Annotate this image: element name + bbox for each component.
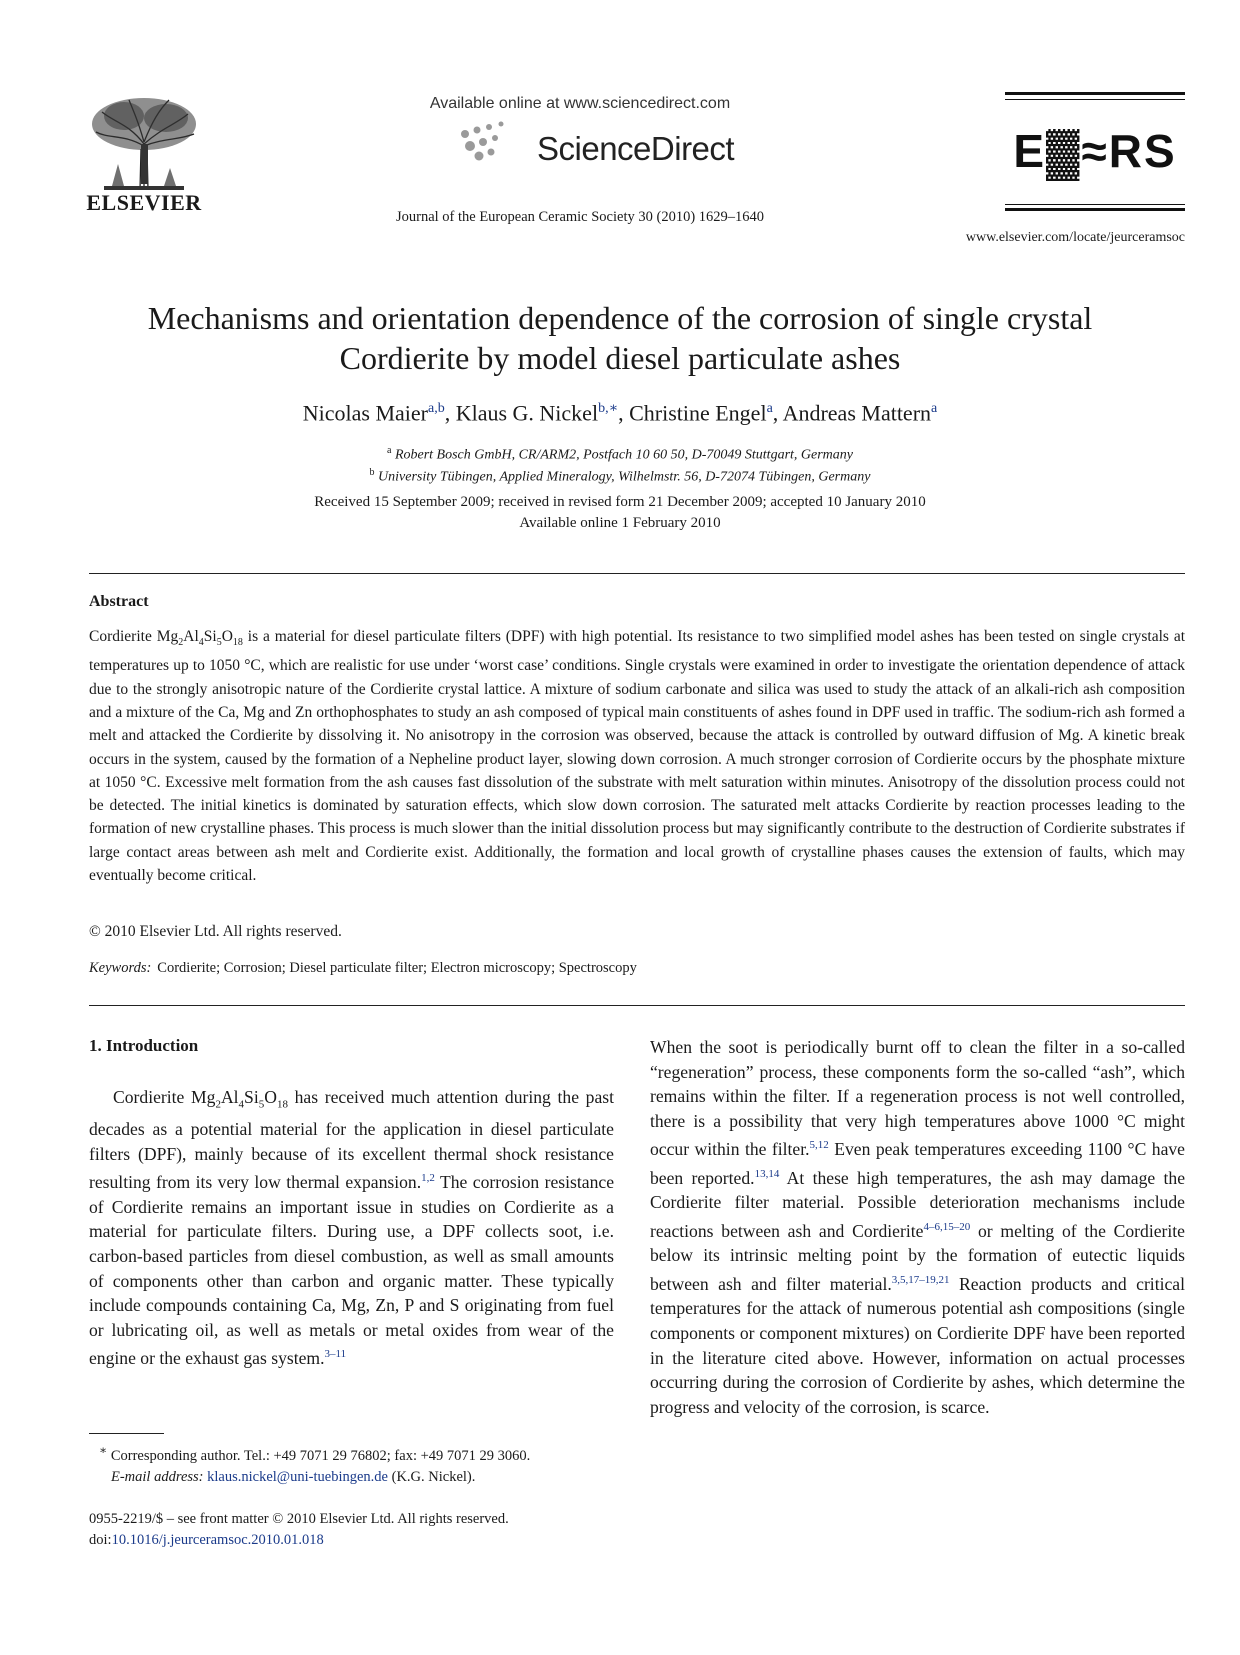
- chemical-formula: $Mg_2Al_4Si_5O_{18}$: [156, 628, 243, 649]
- abstract-text: [89, 625, 1185, 887]
- affiliation-mark: b: [369, 467, 375, 478]
- abstract-heading: Abstract: [89, 593, 149, 610]
- abstract-lead: Cordierite: [89, 628, 157, 645]
- author-separator: ,: [772, 400, 783, 426]
- abstract-copyright: © 2010 Elsevier Ltd. All rights reserved.: [89, 923, 342, 940]
- affiliation: [90, 445, 1150, 464]
- logo-rule: [1005, 99, 1185, 100]
- affiliation-text: University Tübingen, Applied Mineralogy, Wilhelmstr. 56, D-72074 Tübingen, Germany: [378, 469, 871, 485]
- publisher-name: ELSEVIER: [86, 190, 202, 215]
- citation-link[interactable]: 4–6,15–20: [923, 1220, 971, 1233]
- article-title: Mechanisms and orientation dependence of the corrosion of single crystal Cordierite by model diesel particulate ashes: [147, 300, 1093, 376]
- corresponding-author-footnote: [89, 1440, 614, 1488]
- ecers-logo-text: E▓≈RS: [1013, 125, 1177, 177]
- author-email-link[interactable]: klaus.nickel@uni-tuebingen.de: [207, 1468, 388, 1485]
- front-matter: [89, 1509, 509, 1551]
- author-marks[interactable]: a: [931, 401, 938, 416]
- section-rule: [89, 573, 1185, 574]
- journal-reference: Journal of the European Ceramic Society 30 (2010) 1629–1640: [395, 209, 765, 225]
- author-name[interactable]: Nicolas Maier: [302, 400, 428, 426]
- citation-link[interactable]: 5,12: [809, 1139, 829, 1152]
- email-suffix: (K.G. Nickel).: [388, 1468, 476, 1485]
- email-label: E-mail address:: [111, 1468, 204, 1485]
- keywords: [89, 960, 637, 977]
- author-name[interactable]: Christine Engel: [629, 400, 767, 426]
- footnote-rule: [89, 1433, 164, 1434]
- affiliation: [90, 467, 1150, 486]
- author-marks[interactable]: a,b: [427, 401, 445, 416]
- sciencedirect-logo: [455, 118, 785, 174]
- elsevier-tree-icon: [84, 94, 204, 192]
- sciencedirect-dots-icon: [455, 118, 535, 174]
- issn-line: 0955-2219/$ – see front matter © 2010 Elsevier Ltd. All rights reserved.: [89, 1511, 509, 1527]
- intro-paragraph-2: When the soot is periodically burnt off to clean the filter in a so-called “regeneration” process, these components form the so-called “ash”, which remains within the filter. If a regeneration process is not well controlled, there is a possibility that very high temperatures above 1000 °C might occur within the filter.$^{5,12}$ Even peak temperatures exceeding 1100 °C have been reported.$^{13,14}$ At these high temperatures, the ash may damage the Cordierite filter material. Possible deterioration mechanisms include reactions between ash and Cordierite$^{4-6,15-20}$ or melting of the Cordierite below its intrinsic melting point by the formation of eutectic liquids between ash and filter material.$^{3,5,17-19,21}$ Reaction products and critical temperatures for the attack of numerous potential ash compositions (single components or component mixtures) on Cordierite DPF have been reported in the literature cited above. However, information on actual processes occurring during the corrosion of Cordierite by ashes, which determine the progress and velocity of the corrosion, is scarce.: [650, 1037, 1186, 1417]
- footnote-mark: ∗: [99, 1443, 108, 1457]
- sciencedirect-brand: ScienceDirect: [537, 130, 735, 167]
- journal-url-link[interactable]: www.elsevier.com/locate/jeurceramsoc: [965, 230, 1185, 245]
- chemical-formula: $Mg_2Al_4Si_5O_{18}$: [191, 1087, 288, 1111]
- keywords-label: Keywords:: [89, 960, 152, 976]
- author-name[interactable]: Andreas Mattern: [782, 400, 932, 426]
- author-separator: ,: [444, 400, 456, 426]
- keywords-text: Cordierite; Corrosion; Diesel particulate filter; Electron microscopy; Spectroscopy: [157, 960, 637, 976]
- citation-link[interactable]: 13,14: [754, 1167, 780, 1180]
- available-online-line: Available online at www.sciencedirect.com: [429, 95, 731, 112]
- author-name[interactable]: Klaus G. Nickel: [455, 400, 599, 426]
- author-marks[interactable]: a: [766, 401, 773, 416]
- author-separator: ,: [618, 400, 630, 426]
- doi-link[interactable]: 10.1016/j.jeurceramsoc.2010.01.018: [111, 1532, 324, 1548]
- author-marks[interactable]: b,∗: [598, 401, 619, 416]
- author-list: [90, 400, 1150, 426]
- citation-link[interactable]: 1,2: [421, 1172, 435, 1185]
- affiliation-mark: a: [386, 445, 392, 456]
- logo-rule: [1005, 208, 1185, 211]
- citation-link[interactable]: 3,5,17–19,21: [891, 1273, 950, 1286]
- citation-link[interactable]: 3–11: [324, 1348, 347, 1361]
- footnote-contact: Corresponding author. Tel.: +49 7071 29 76802; fax: +49 7071 29 3060.: [110, 1447, 531, 1464]
- elsevier-logo: [84, 94, 204, 216]
- ecers-journal-logo: [1005, 92, 1185, 227]
- doi-label: doi:: [89, 1532, 112, 1548]
- available-online-date: Available online 1 February 2010: [519, 515, 721, 531]
- section-rule: [89, 1005, 1185, 1006]
- affiliation-text: Robert Bosch GmbH, CR/ARM2, Postfach 10 60 50, D-70049 Stuttgart, Germany: [394, 447, 853, 463]
- logo-rule: [1005, 204, 1185, 205]
- received-dates: Received 15 September 2009; received in revised form 21 December 2009; accepted 10 January 2010: [314, 494, 926, 510]
- section-heading-introduction: 1. Introduction: [89, 1036, 199, 1055]
- logo-rule: [1005, 92, 1185, 95]
- intro-paragraph-1: Cordierite $Mg_2Al_4Si_5O_{18}$ has received much attention during the past decades as a potential material for the application in diesel particulate filters (DPF), mainly because of its excellent thermal shock resistance resulting from its very low thermal expansion.$^{1,2}$ The corrosion resistance of Cordierite remains an important issue in studies on Cordierite as a material for particulate filters. During use, a DPF collects soot, i.e. carbon-based particles from diesel combustion, as well as small amounts of components other than carbon and organic matter. These typically include compounds containing Ca, Mg, Zn, P and S originating from fuel or lubricating oil, as well as metals or metal oxides from wear of the engine or the exhaust gas system.$^{3-11}$: [89, 1087, 614, 1369]
- abstract-body-text: is a material for diesel particulate filters (DPF) with high potential. Its resistance to two simplified model ashes has been tested on single crystals at temperatures up to 1050 °C, which are realistic for use under ‘worst case’ conditions. Single crystals were examined in order to investigate the orientation dependence of attack due to the strongly anisotropic nature of the Cordierite crystal lattice. A mixture of sodium carbonate and silica was used to study the attack of an alkali-rich ash composition and a mixture of the Ca, Mg and Zn orthophosphates to study an ash composed of typical main constituents of ashes found in DPF used in traffic. The sodium-rich ash formed a melt and attacked the Cordierite by dissolving it. No anisotropy in the corrosion was observed, because the attack is controlled by outward diffusion of Mg. A kinetic break occurs in the system, caused by the formation of a Nepheline product layer, slowing down corrosion. A much stronger corrosion of Cordierite occurs by the phosphate mixture at 1050 °C. Excessive melt formation from the ash causes fast dissolution of the substrate with melt saturation within minutes. Anisotropy of the dissolution process could not be detected. The initial kinetics is dominated by saturation effects, which slow down corrosion. The saturated melt attacks Cordierite by reaction processes leading to the formation of new crystalline phases. This process is much slower than the initial dissolution process but may significantly contribute to the destruction of Cordierite substrates if large contact areas between ash melt and Cordierite exist. Additionally, the formation and local growth of crystalline phases causes the extension of faults, which may eventually become critical.: [89, 628, 1186, 885]
